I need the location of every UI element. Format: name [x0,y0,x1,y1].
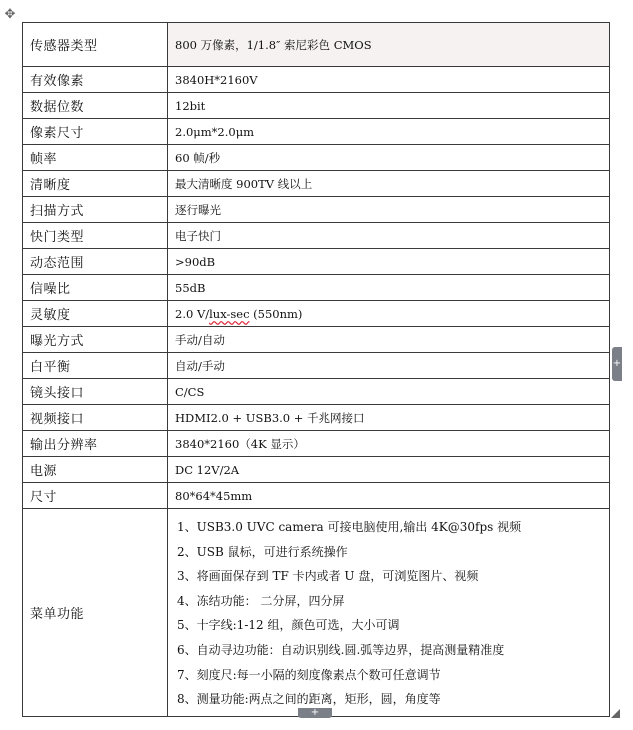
table-row [23,197,610,223]
row-value [168,301,610,327]
table-row [23,457,610,483]
row-label: 视频接口 [23,405,168,431]
row-value: 80*64*45mm [168,483,610,509]
table-row [23,483,610,509]
row-value: 逐行曝光 [168,197,610,223]
row-label: 清晰度 [23,171,168,197]
list-item: 5、十字线:1-12 组，颜色可选，大小可调 [177,618,400,633]
value-suffix: (550nm) [249,306,303,321]
row-label: 帧率 [23,145,168,171]
row-label: 电源 [23,457,168,483]
row-label: 动态范围 [23,249,168,275]
row-value: 手动/自动 [168,327,610,353]
table-row [23,301,610,327]
row-value: 60 帧/秒 [168,145,610,171]
row-label: 有效像素 [23,67,168,93]
row-label: 曝光方式 [23,327,168,353]
row-value: C/CS [168,379,610,405]
table-row [23,23,610,67]
row-label: 快门类型 [23,223,168,249]
row-value: 12bit [168,93,610,119]
add-column-plus-icon[interactable]: + [612,347,622,381]
table-move-handle-icon[interactable]: ✥ [4,7,16,22]
list-item: 4、冻结功能： 二分屏，四分屏 [177,593,345,608]
row-label: 灵敏度 [23,301,168,327]
table-row [23,353,610,379]
table-row [23,119,610,145]
row-value: 3840H*2160V [168,67,610,93]
list-item: 1、USB3.0 UVC camera 可接电脑使用,输出 4K@30fps 视频 [177,520,522,534]
table-row [23,67,610,93]
value-prefix: 2.0 V/ [175,306,210,321]
list-item: 6、自动寻边功能：自动识别线.圆.弧等边界，提高测量精准度 [177,642,505,657]
row-label: 输出分辨率 [23,431,168,457]
list-item: 8、测量功能:两点之间的距离，矩形，圆，角度等 [177,692,441,707]
row-label: 信噪比 [23,275,168,301]
row-value: 2.0μm*2.0μm [168,119,610,145]
row-value: DC 12V/2A [168,457,610,483]
table-row [23,431,610,457]
row-label: 扫描方式 [23,197,168,223]
spec-table [22,22,610,717]
table-row [23,145,610,171]
row-value: >90dB [168,249,610,275]
table-row [23,379,610,405]
table-resize-handle-icon[interactable] [611,709,620,718]
table-row [23,405,610,431]
table-row [23,93,610,119]
table-row [23,327,610,353]
row-label: 白平衡 [23,353,168,379]
add-row-plus-icon[interactable]: + [298,708,332,718]
row-value: HDMI2.0 + USB3.0 + 千兆网接口 [168,405,610,431]
row-value: 3840*2160（4K 显示） [168,431,610,457]
spellcheck-underlined-text: lux-sec [209,306,250,321]
row-label: 传感器类型 [23,23,168,67]
list-item: 3、将画面保存到 TF 卡内或者 U 盘，可浏览图片、视频 [177,569,479,584]
table-row [23,249,610,275]
row-label: 数据位数 [23,93,168,119]
table-row [23,223,610,249]
row-label: 镜头接口 [23,379,168,405]
list-item: 2、USB 鼠标，可进行系统操作 [177,544,348,559]
menu-features-cell [168,509,610,717]
table-row [23,275,610,301]
row-label: 尺寸 [23,483,168,509]
row-value: 自动/手动 [168,353,610,379]
row-value: 电子快门 [168,223,610,249]
row-label: 像素尺寸 [23,119,168,145]
row-value: 最大清晰度 900TV 线以上 [168,171,610,197]
row-value: 55dB [168,275,610,301]
list-item: 7、刻度尺:每一小隔的刻度像素点个数可任意调节 [177,667,441,682]
row-label: 菜单功能 [23,509,168,717]
table-row-menu [23,509,610,717]
menu-feature-list [175,509,602,716]
table-row [23,171,610,197]
row-value: 800 万像素，1/1.8″ 索尼彩色 CMOS [168,23,610,67]
